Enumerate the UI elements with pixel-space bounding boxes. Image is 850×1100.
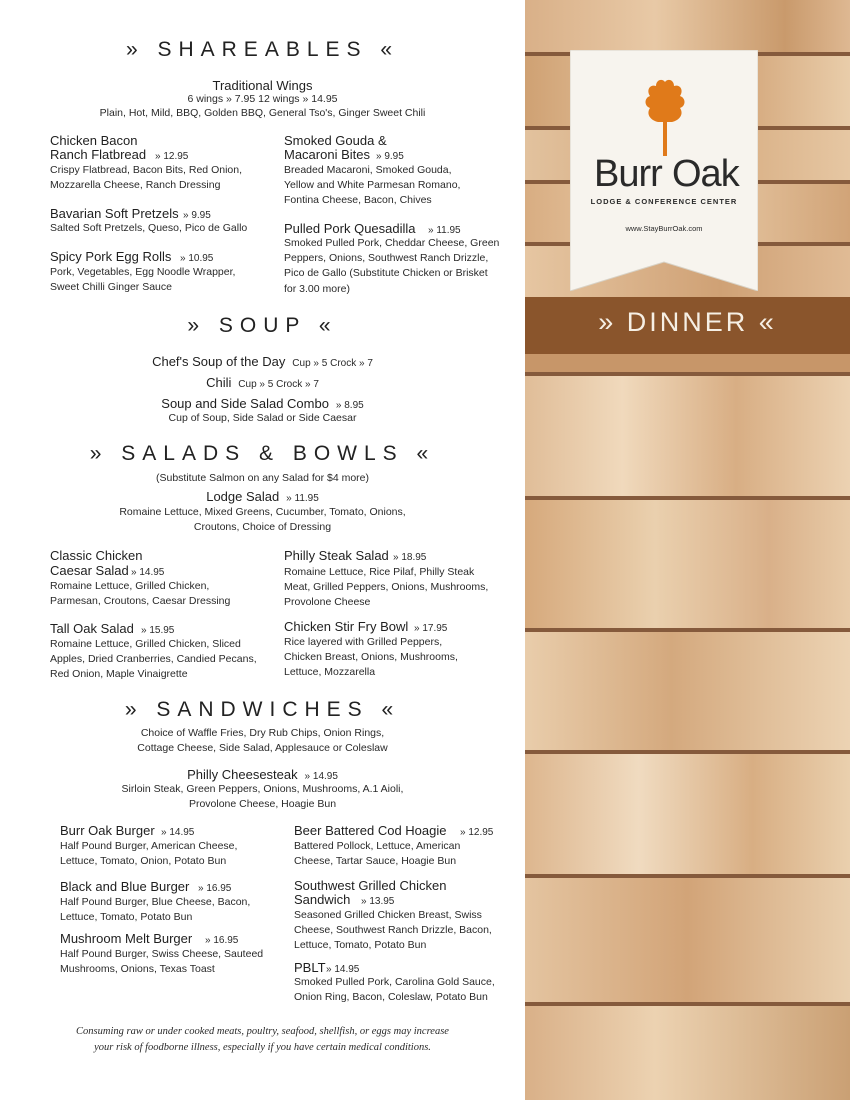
item-desc: Breaded Macaroni, Smoked Gouda, Yellow and White Parmesan Romano, Fontina Cheese, Bacon, Chives bbox=[284, 164, 461, 207]
soup-heading: » SOUP « bbox=[187, 314, 338, 337]
item-name: Chili bbox=[206, 375, 232, 390]
salads-heading: » SALADS & BOWLS « bbox=[89, 442, 436, 465]
item-price: » 14.95 bbox=[161, 827, 195, 838]
item-price: Cup » 5 Crock » 7 bbox=[292, 358, 373, 369]
item-desc: Smoked Pulled Pork, Carolina Gold Sauce, Onion Ring, Bacon, Coleslaw, Potato Bun bbox=[294, 976, 495, 1004]
item-price: » 16.95 bbox=[198, 883, 232, 894]
item-name: Pulled Pork Quesadilla bbox=[284, 221, 416, 236]
item-name: Caesar Salad bbox=[50, 563, 129, 578]
item-price: Cup » 5 Crock » 7 bbox=[238, 379, 319, 390]
item-name: Philly Cheesesteak bbox=[187, 767, 298, 782]
shareables-heading: » SHAREABLES « bbox=[125, 38, 400, 61]
item-desc: Seasoned Grilled Chicken Breast, Swiss Cheese, Southwest Ranch Drizzle, Bacon, Lettuce, Tomato, Potato Bun bbox=[294, 909, 492, 952]
brand-subtitle: LODGE & CONFERENCE CENTER bbox=[590, 197, 738, 206]
item-price: » 8.95 bbox=[335, 400, 364, 411]
footer-warning: your risk of foodborne illness, especially if you have certain medical conditions. bbox=[94, 1042, 431, 1053]
item-price: » 13.95 bbox=[361, 896, 395, 907]
item-price: » 17.95 bbox=[414, 623, 448, 634]
salads-note: (Substitute Salmon on any Salad for $4 more) bbox=[155, 472, 370, 484]
item-desc: Half Pound Burger, Swiss Cheese, Sauteed Mushrooms, Onions, Texas Toast bbox=[60, 948, 264, 976]
item-name: Classic Chicken bbox=[50, 548, 143, 563]
item-price: » 14.95 bbox=[131, 567, 165, 578]
item-name: Macaroni Bites bbox=[284, 147, 370, 162]
item-price: » 12.95 bbox=[460, 827, 494, 838]
item-desc: Plain, Hot, Mild, BBQ, Golden BBQ, General Tso's, Ginger Sweet Chili bbox=[99, 107, 426, 119]
item-desc: Cup of Soup, Side Salad or Side Caesar bbox=[168, 412, 357, 424]
item-desc: Romaine Lettuce, Rice Pilaf, Philly Steak Meat, Grilled Peppers, Onions, Mushrooms, Provolone Cheese bbox=[284, 566, 489, 609]
item-price: » 9.95 bbox=[376, 151, 404, 162]
item-name: Lodge Salad bbox=[206, 489, 280, 504]
item-price: » 16.95 bbox=[205, 935, 239, 946]
item-desc: Half Pound Burger, American Cheese, Lettuce, Tomato, Onion, Potato Bun bbox=[60, 840, 238, 868]
item-name: Philly Steak Salad bbox=[284, 548, 389, 563]
item-desc: Crispy Flatbread, Bacon Bits, Red Onion, Mozzarella Cheese, Ranch Dressing bbox=[50, 164, 243, 192]
soup-row bbox=[0, 354, 525, 371]
logo-tag bbox=[570, 50, 758, 291]
brand-url: www.StayBurrOak.com bbox=[625, 224, 703, 233]
item-price: » 11.95 bbox=[286, 493, 319, 504]
item-name: Sandwich bbox=[294, 892, 351, 907]
item-price: 6 wings » 7.95 12 wings » 14.95 bbox=[187, 93, 338, 105]
item-name: Ranch Flatbread bbox=[50, 147, 147, 162]
soup-row bbox=[0, 375, 525, 392]
item-name: Spicy Pork Egg Rolls bbox=[50, 249, 172, 264]
item-price: » 9.95 bbox=[183, 210, 211, 221]
item-price: » 10.95 bbox=[180, 253, 214, 264]
item-desc: Half Pound Burger, Blue Cheese, Bacon, Lettuce, Tomato, Potato Bun bbox=[60, 896, 251, 924]
item-price: » 14.95 bbox=[326, 964, 360, 975]
item-price: » 11.95 bbox=[428, 225, 461, 236]
brand-name-part1: Burr bbox=[594, 153, 662, 195]
item-desc: Romaine Lettuce, Grilled Chicken, Parmesan, Croutons, Caesar Dressing bbox=[50, 580, 231, 608]
footer-warning: Consuming raw or under cooked meats, poultry, seafood, shellfish, or eggs may increase bbox=[76, 1026, 449, 1037]
item-desc: Salted Soft Pretzels, Queso, Pico de Gallo bbox=[50, 222, 248, 234]
item-desc: Pork, Vegetables, Egg Noodle Wrapper, Sweet Chilli Ginger Sauce bbox=[50, 266, 236, 294]
item-name: Smoked Gouda & bbox=[284, 133, 387, 148]
item-name: Soup and Side Salad Combo bbox=[161, 396, 329, 411]
item-name: Chicken Stir Fry Bowl bbox=[284, 619, 409, 634]
dinner-banner bbox=[525, 297, 850, 354]
item-name: PBLT bbox=[294, 960, 326, 975]
item-name: Bavarian Soft Pretzels bbox=[50, 206, 179, 221]
item-name: Tall Oak Salad bbox=[50, 621, 134, 636]
item-price: » 15.95 bbox=[141, 625, 175, 636]
item-desc: Smoked Pulled Pork, Cheddar Cheese, Green Peppers, Onions, Southwest Ranch Drizzle, Pico de Gallo (Substitute Chicken or Brisket for 3.00 more) bbox=[284, 237, 500, 295]
item-name: Traditional Wings bbox=[212, 78, 313, 93]
item-price: » 14.95 bbox=[304, 771, 338, 782]
item-name: Burr Oak Burger bbox=[60, 823, 155, 838]
item-desc: Sirloin Steak, Green Peppers, Onions, Mushrooms, A.1 Aioli, Provolone Cheese, Hoagie Bun bbox=[121, 783, 404, 811]
item-desc: Rice layered with Grilled Peppers, Chicken Breast, Onions, Mushrooms, Lettuce, Mozzarella bbox=[284, 636, 458, 679]
sandwiches-heading: » SANDWICHES « bbox=[124, 698, 401, 721]
item-desc: Battered Pollock, Lettuce, American Cheese, Tartar Sauce, Hoagie Bun bbox=[294, 840, 461, 868]
item-desc: Romaine Lettuce, Grilled Chicken, Sliced Apples, Dried Cranberries, Candied Pecans, Red Onion, Maple Vinaigrette bbox=[50, 638, 257, 681]
item-name: Mushroom Melt Burger bbox=[60, 931, 193, 946]
item-name: Beer Battered Cod Hoagie bbox=[294, 823, 447, 838]
item-name: Chicken Bacon bbox=[50, 133, 138, 148]
item-name: Black and Blue Burger bbox=[60, 879, 190, 894]
sandwiches-intro: Choice of Waffle Fries, Dry Rub Chips, Onion Rings, Cottage Cheese, Side Salad, Applesauce or Coleslaw bbox=[137, 727, 388, 755]
brand-name-part2: Oak bbox=[672, 153, 739, 195]
item-name: Chef's Soup of the Day bbox=[152, 354, 286, 369]
item-price: » 12.95 bbox=[155, 151, 189, 162]
item-name: Southwest Grilled Chicken bbox=[294, 878, 447, 893]
item-desc: Romaine Lettuce, Mixed Greens, Cucumber, Tomato, Onions, Croutons, Choice of Dressing bbox=[119, 506, 406, 534]
page-title: » DINNER « bbox=[598, 307, 777, 337]
item-price: » 18.95 bbox=[393, 552, 427, 563]
lodge-row bbox=[0, 489, 525, 506]
